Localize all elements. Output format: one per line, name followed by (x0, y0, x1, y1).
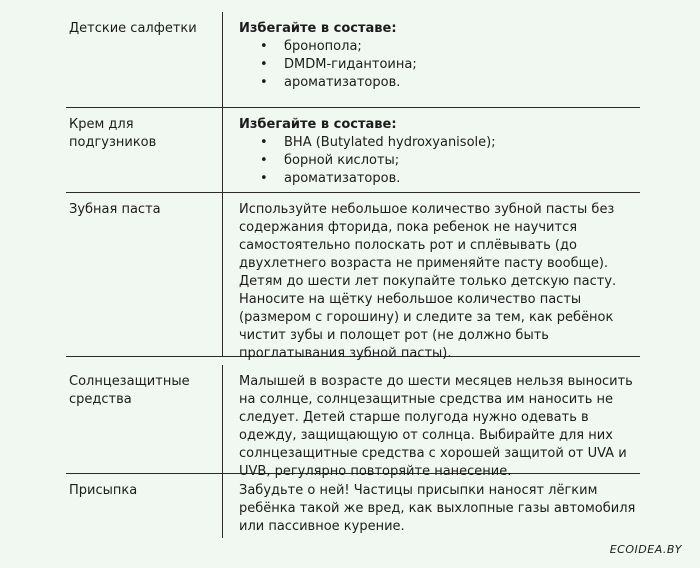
table-row-baby-wipes (66, 12, 640, 108)
row-label: Присыпка (66, 474, 223, 538)
ingredient-list (239, 38, 636, 92)
product-advice-table (66, 12, 640, 538)
table-row-toothpaste (66, 193, 640, 361)
list-item: • ароматизаторов. (239, 170, 636, 188)
row-label: Зубная паста (66, 193, 223, 356)
watermark: ECOIDEA.BY (609, 543, 682, 556)
list-item: • ароматизаторов. (239, 74, 636, 92)
row-content (223, 12, 640, 107)
list-item: • BHA (Butylated hydroxyanisole); (239, 134, 636, 152)
row-label: Крем для подгузников (66, 108, 223, 192)
table-row-powder (66, 474, 640, 538)
avoid-title: Избегайте в составе: (239, 21, 397, 36)
table-row-diaper-cream (66, 108, 640, 193)
row-content: Используйте небольшое количество зубной пасты без содержания фторида, пока ребенок не научится самостоятельно полоскать рот и сплёвывать (до двухлетнего возраста не применяйте пасту вообще). Детям до шести лет покупайте только детскую пасту. Наносите на щётку небольшое количество пасты (размером с горошину) и следите за тем, как ребёнок чистит зубы и полощет рот (не должно быть проглатывания зубной пасты). (239, 202, 617, 361)
row-label: Детские салфетки (66, 12, 223, 107)
table-row-sunscreen (66, 357, 640, 479)
row-content: Забудьте о ней! Частицы присыпки наносят лёгким ребёнка такой же вред, как выхлопные газы автомобиля или пассивное курение. (239, 483, 636, 534)
row-content: Малышей в возрасте до шести месяцев нельзя выносить на солнце, солнцезащитные средства им наносить не следует. Детей старше полугода нужно одевать в одежду, защищающую от солнца. Выбирайте для них солнцезащитные средства с хорошей защитой от UVA и UVB, регулярно повторяйте нанесение. (239, 374, 633, 479)
row-label: Солнцезащитные средства (66, 365, 223, 473)
list-item: • бронопола; (239, 38, 636, 56)
avoid-title: Избегайте в составе: (239, 117, 397, 132)
row-content (223, 108, 640, 192)
list-item: • борной кислоты; (239, 152, 636, 170)
list-item: • DMDM-гидантоина; (239, 56, 636, 74)
ingredient-list (239, 134, 636, 188)
